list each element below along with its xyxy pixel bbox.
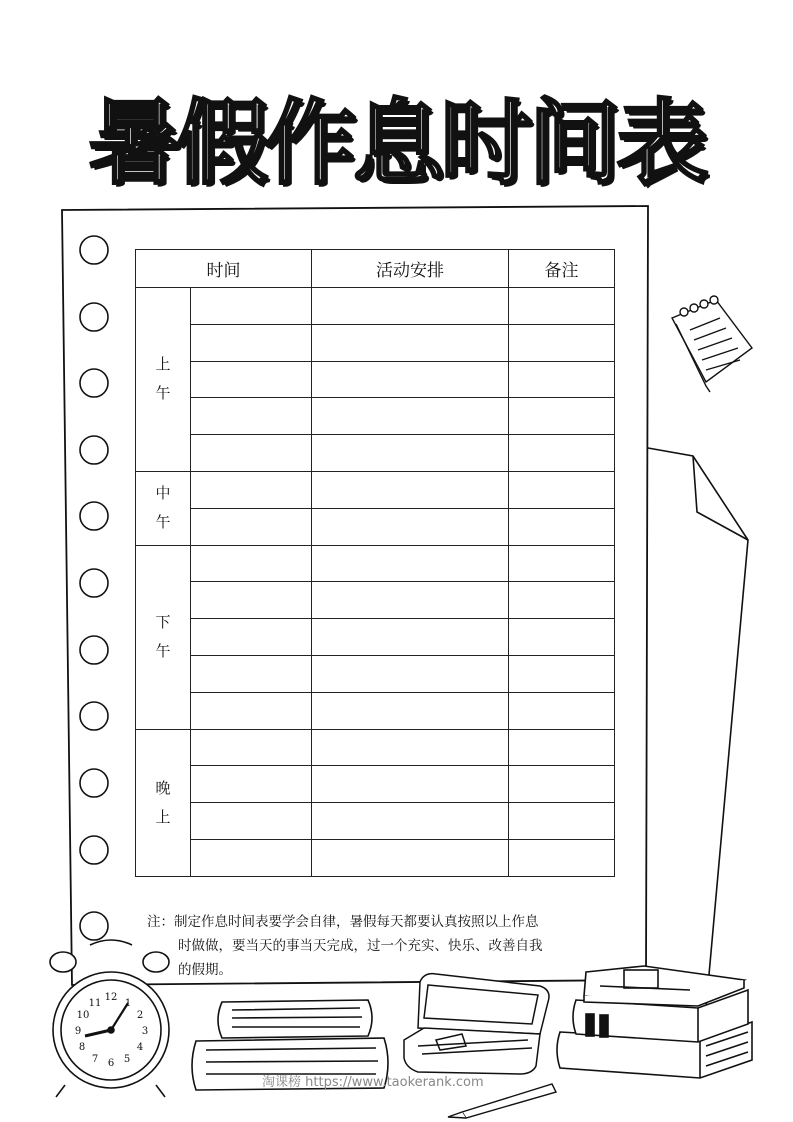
svg-text:1: 1 (124, 998, 132, 1009)
activity-cell[interactable] (312, 288, 509, 325)
activity-cell[interactable] (312, 655, 509, 692)
time-cell[interactable] (191, 508, 312, 545)
table-row (136, 582, 615, 619)
activity-cell[interactable] (312, 398, 509, 435)
time-cell[interactable] (191, 545, 312, 582)
time-cell[interactable] (191, 435, 312, 472)
time-cell[interactable] (191, 361, 312, 398)
table-row (136, 361, 615, 398)
remarks-cell[interactable] (509, 324, 615, 361)
remarks-cell[interactable] (509, 471, 615, 508)
period-afternoon-char-1: 下 (155, 613, 171, 632)
svg-text:10: 10 (76, 1010, 90, 1021)
remarks-cell[interactable] (509, 435, 615, 472)
svg-text:2: 2 (136, 1010, 144, 1021)
period-morning-char-1: 上 (155, 355, 171, 374)
time-cell[interactable] (191, 766, 312, 803)
table-row (136, 655, 615, 692)
activity-cell[interactable] (312, 508, 509, 545)
note-line-1 (147, 910, 617, 934)
remarks-cell[interactable] (509, 582, 615, 619)
table-row (136, 471, 615, 508)
activity-cell[interactable] (312, 582, 509, 619)
svg-text:4: 4 (136, 1042, 144, 1053)
table-row (136, 766, 615, 803)
header-activity: 活动安排 (312, 250, 509, 288)
time-cell[interactable] (191, 692, 312, 729)
header-remarks: 备注 (509, 250, 615, 288)
remarks-cell[interactable] (509, 692, 615, 729)
remarks-cell[interactable] (509, 619, 615, 656)
activity-cell[interactable] (312, 729, 509, 766)
period-noon (136, 471, 191, 545)
activity-cell[interactable] (312, 324, 509, 361)
svg-text:8: 8 (78, 1042, 86, 1053)
activity-cell[interactable] (312, 619, 509, 656)
table-row (136, 508, 615, 545)
note-text-2: 时做做，要当天的事当天完成，过一个充实、快乐、改善自我 (178, 938, 543, 954)
period-evening-char-2: 上 (155, 807, 171, 826)
table-row (136, 839, 615, 876)
table-row (136, 545, 615, 582)
period-noon-char-1: 中 (155, 484, 171, 503)
remarks-cell[interactable] (509, 361, 615, 398)
schedule-table (135, 249, 615, 877)
remarks-cell[interactable] (509, 803, 615, 840)
page-title: 暑假作息时间表 (88, 90, 705, 197)
books-pile-icon (557, 966, 752, 1078)
svg-text:3: 3 (141, 1026, 149, 1037)
time-cell[interactable] (191, 582, 312, 619)
time-cell[interactable] (191, 839, 312, 876)
table-row (136, 619, 615, 656)
pencil-case-icon (404, 974, 549, 1074)
activity-cell[interactable] (312, 692, 509, 729)
svg-text:9: 9 (74, 1026, 82, 1037)
remarks-cell[interactable] (509, 398, 615, 435)
table-row (136, 435, 615, 472)
remarks-cell[interactable] (509, 508, 615, 545)
remarks-cell[interactable] (509, 655, 615, 692)
activity-cell[interactable] (312, 766, 509, 803)
activity-cell[interactable] (312, 839, 509, 876)
svg-text:7: 7 (91, 1054, 99, 1065)
table-row (136, 324, 615, 361)
watermark: 淘课榜 https://www.taokerank.com (262, 1075, 484, 1090)
note-text-1: 制定作息时间表要学会自律，暑假每天都要认真按照以上作息 (174, 914, 539, 930)
svg-text:6: 6 (107, 1058, 115, 1069)
note-text-3: 的假期。 (178, 962, 232, 978)
table-row (136, 729, 615, 766)
table-row (136, 398, 615, 435)
table-row (136, 803, 615, 840)
note-label: 注： (147, 914, 174, 930)
svg-text:11: 11 (88, 998, 102, 1009)
remarks-cell[interactable] (509, 766, 615, 803)
activity-cell[interactable] (312, 361, 509, 398)
time-cell[interactable] (191, 398, 312, 435)
activity-cell[interactable] (312, 471, 509, 508)
activity-cell[interactable] (312, 545, 509, 582)
time-cell[interactable] (191, 471, 312, 508)
period-morning (136, 288, 191, 472)
remarks-cell[interactable] (509, 545, 615, 582)
period-evening (136, 729, 191, 876)
time-cell[interactable] (191, 288, 312, 325)
period-afternoon (136, 545, 191, 729)
time-cell[interactable] (191, 803, 312, 840)
time-cell[interactable] (191, 619, 312, 656)
period-noon-char-2: 午 (155, 513, 171, 532)
remarks-cell[interactable] (509, 839, 615, 876)
notepad-icon (672, 296, 752, 392)
table-header-row (136, 250, 615, 288)
remarks-cell[interactable] (509, 729, 615, 766)
period-afternoon-char-2: 午 (155, 642, 171, 661)
note-block (147, 910, 617, 982)
time-cell[interactable] (191, 655, 312, 692)
svg-text:5: 5 (123, 1054, 131, 1065)
activity-cell[interactable] (312, 803, 509, 840)
remarks-cell[interactable] (509, 288, 615, 325)
table-row (136, 288, 615, 325)
table-row (136, 692, 615, 729)
time-cell[interactable] (191, 324, 312, 361)
time-cell[interactable] (191, 729, 312, 766)
header-time: 时间 (136, 250, 312, 288)
svg-text:12: 12 (104, 992, 118, 1003)
period-evening-char-1: 晚 (155, 778, 171, 797)
activity-cell[interactable] (312, 435, 509, 472)
period-morning-char-2: 午 (155, 384, 171, 403)
